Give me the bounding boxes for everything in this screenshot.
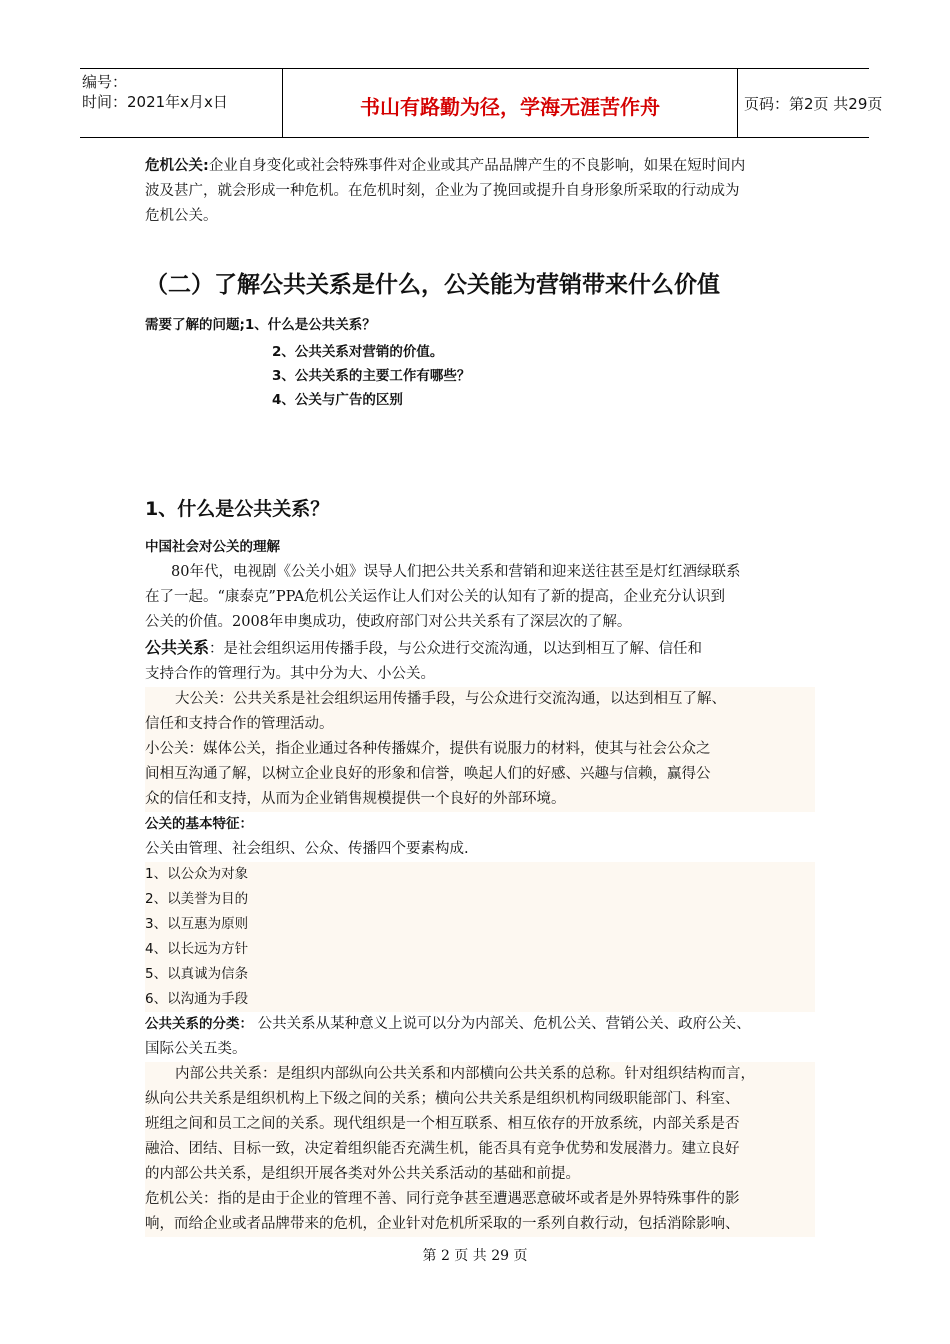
feature-item: 3、以互惠为原则: [145, 916, 249, 932]
features-intro: 公关由管理、社会组织、公众、传播四个要素构成.: [145, 841, 469, 857]
question-item-4: 4、公关与广告的区别: [272, 392, 403, 408]
small-pr-line-1: 小公关：媒体公关，指企业通过各种传播媒介，提供有说服力的材料，使其与社会公众之: [145, 741, 711, 757]
crisis-pr-line-1: 危机公关：指的是由于企业的管理不善、同行竞争甚至遭遇恶意破坏或者是外界特殊事件的影: [145, 1191, 740, 1207]
big-pr-line-1: 大公关：公共关系是社会组织运用传播手段，与公众进行交流沟通，以达到相互了解、: [175, 691, 726, 707]
number-label: 编号：: [82, 73, 128, 91]
internal-pr-line-3: 班组之间和员工之间的关系。现代组织是一个相互联系、相互依存的开放系统，内部关系是否: [145, 1116, 740, 1132]
pr-term: 公共关系: [145, 638, 210, 657]
features-list: [145, 862, 815, 1012]
china-title: 中国社会对公关的理解: [145, 539, 280, 555]
shaded-pr-types: [145, 687, 815, 812]
feature-item: 5、以真诚为信条: [145, 966, 249, 982]
small-pr-line-3: 众的信任和支持，从而为企业销售规模提供一个良好的外部环境。: [145, 791, 566, 807]
internal-pr-line-1: 内部公共关系：是组织内部纵向公共关系和内部横向公共关系的总称。针对组织结构而言，: [175, 1066, 755, 1082]
china-line-3: 公关的价值。2008年申奥成功，使政府部门对公共关系有了深层次的了解。: [145, 614, 632, 630]
internal-pr-line-5: 的内部公共关系，是组织开展各类对外公共关系活动的基础和前提。: [145, 1166, 580, 1182]
shaded-internal-crisis: [145, 1062, 815, 1237]
internal-pr-line-4: 融洽、团结、目标一致，决定着组织能否充满生机，能否具有竞争优势和发展潜力。建立良好: [145, 1141, 740, 1157]
page-header: [80, 68, 883, 138]
small-pr-line-2: 间相互沟通了解，以树立企业良好的形象和信誉，唤起人们的好感、兴趣与信赖，赢得公: [145, 766, 711, 782]
feature-item: 1、以公众为对象: [145, 866, 249, 882]
china-line-2: 在了一起。“康泰克”PPA危机公关运作让人们对公关的认知有了新的提高，企业充分认识到: [145, 589, 725, 605]
header-motto-cell: [282, 69, 738, 137]
feature-item: 6、以沟通为手段: [145, 991, 249, 1007]
questions-intro: 需要了解的问题;1、什么是公共关系？: [145, 317, 376, 333]
china-section: [145, 535, 815, 1237]
page-label: 页码：第2页 共29页: [744, 95, 883, 113]
crisis-line-2: 波及甚广，就会形成一种危机。在危机时刻，企业为了挽回或提升自身形象所采取的行动成为: [145, 183, 740, 199]
crisis-intro: [145, 154, 815, 229]
features-title: 公关的基本特征：: [145, 816, 253, 832]
time-label: 时间：2021年x月x日: [82, 93, 228, 111]
pr-def-line-1: ：是社会组织运用传播手段，与公众进行交流沟通，以达到相互了解、信任和: [209, 641, 703, 657]
internal-pr-line-2: 纵向公共关系是组织机构上下级之间的关系；横向公共关系是组织机构同级职能部门、科室、: [145, 1091, 740, 1107]
big-pr-line-2: 信任和支持合作的管理活动。: [145, 716, 334, 732]
section-title: （二）了解公共关系是什么，公关能为营销带来什么价值: [145, 272, 720, 298]
feature-item: 2、以美誉为目的: [145, 891, 249, 907]
motto: 书山有路勤为径，学海无涯苦作舟: [360, 95, 660, 119]
crisis-term: 危机公关:: [145, 158, 209, 174]
subsection-title: 1、什么是公共关系？: [145, 498, 330, 520]
crisis-line-1: 企业自身变化或社会特殊事件对企业或其产品品牌产生的不良影响，如果在短时间内: [208, 158, 746, 174]
crisis-pr-line-2: 响，而给企业或者品牌带来的危机，企业针对危机所采取的一系列自救行动，包括消除影响、: [145, 1216, 740, 1232]
pr-def-line-2: 支持合作的管理行为。其中分为大、小公关。: [145, 666, 435, 682]
classification-line-2: 国际公关五类。: [145, 1041, 247, 1057]
question-item-3: 3、公共关系的主要工作有哪些？: [272, 368, 471, 384]
feature-item: 4、以长远为方针: [145, 941, 249, 957]
header-info-cell: [80, 69, 282, 140]
china-line-1: 80年代，电视剧《公关小姐》误导人们把公共关系和营销和迎来送往甚至是灯红酒绿联系: [171, 564, 741, 580]
crisis-line-3: 危机公关。: [145, 208, 218, 224]
page-footer: 第 2 页 共 29 页: [422, 1248, 528, 1264]
classification-line-1: 公共关系从某种意义上说可以分为内部关、危机公关、营销公关、政府公关、: [253, 1016, 751, 1032]
classification-term: 公共关系的分类：: [145, 1016, 253, 1032]
question-item-2: 2、公共关系对营销的价值。: [272, 344, 444, 360]
header-page-cell: [740, 69, 883, 161]
